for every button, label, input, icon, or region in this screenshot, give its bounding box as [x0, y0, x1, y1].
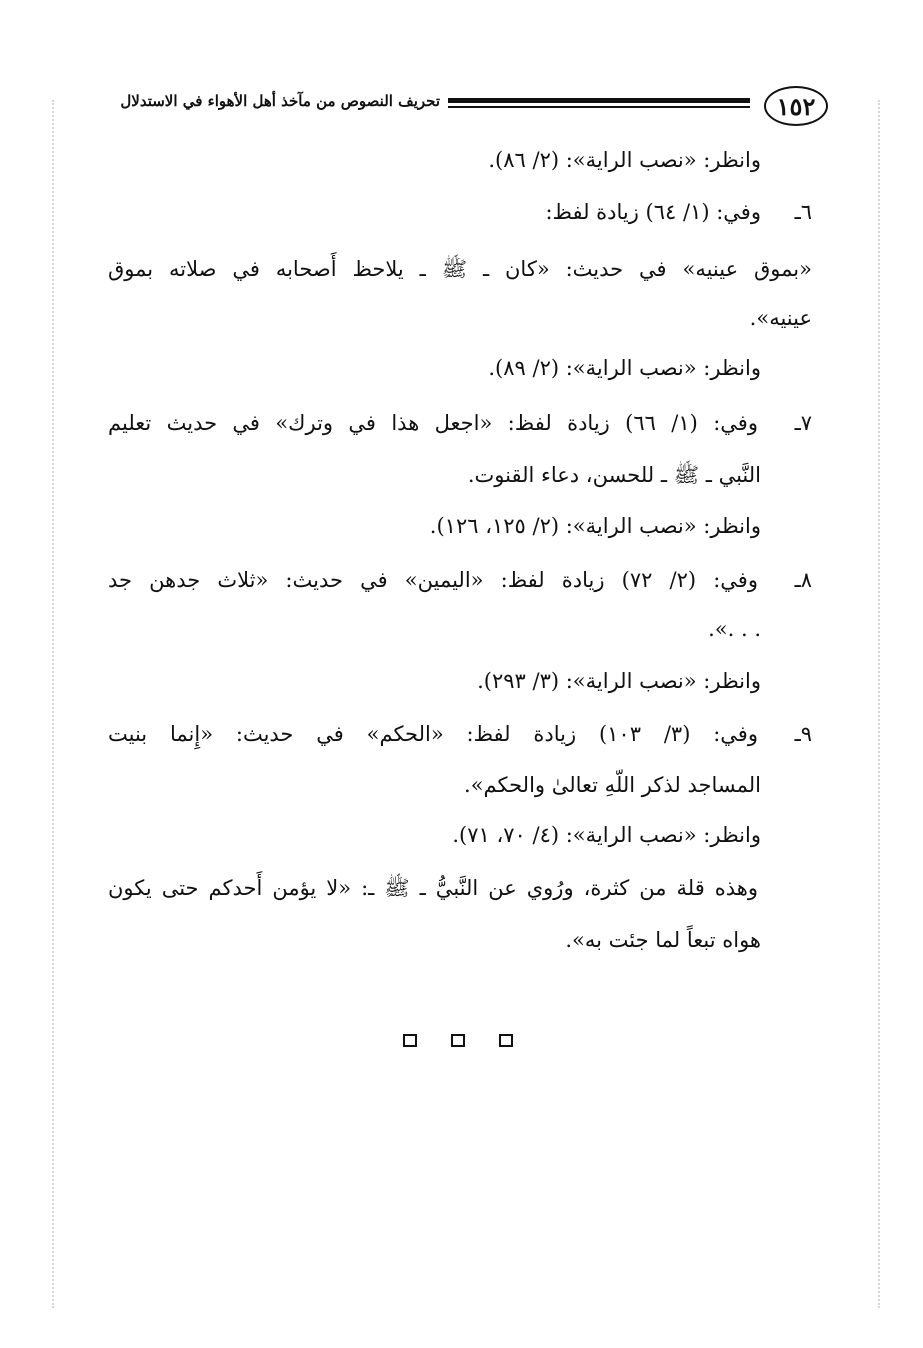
- text-line: وفي: (٣/ ١٠٣) زيادة لفظ: «الحكم» في حديث: «إِنما بنيت: [108, 722, 758, 746]
- item-number: ٩ـ: [794, 722, 812, 746]
- text-line: وانظر: «نصب الراية»: (٤/ ٧٠، ٧١).: [452, 823, 761, 847]
- header-rule-thick: [448, 98, 750, 103]
- text-line: وهذه قلة من كثرة، ورُوي عن النَّبيُّ ـ ﷺ ـ: «لا يؤمن أَحدكم حتى يكون: [108, 876, 758, 900]
- page-header: [100, 80, 828, 130]
- running-title: تحريف النصوص من مآخذ أهل الأهواء في الاستدلال: [120, 92, 440, 110]
- item-number: ٦ـ: [794, 200, 812, 224]
- margin-guide-left: [52, 100, 54, 1308]
- square-ornament: [403, 1034, 417, 1047]
- header-rule-thin: [448, 106, 750, 108]
- section-end-ornament: [403, 1034, 513, 1054]
- header-rule: [448, 98, 750, 111]
- text-line: وانظر: «نصب الراية»: (٣/ ٢٩٣).: [477, 669, 761, 693]
- square-ornament: [451, 1034, 465, 1047]
- text-line: وانظر: «نصب الراية»: (٢/ ٨٩).: [488, 356, 761, 380]
- margin-guide-right: [878, 100, 880, 1308]
- text-line: وانظر: «نصب الراية»: (٢/ ٨٦).: [488, 148, 761, 172]
- text-line: وفي: (٢/ ٧٢) زيادة لفظ: «اليمين» في حديث: «ثلاث جدهن جد: [108, 568, 758, 592]
- text-line: وفي: (١/ ٦٦) زيادة لفظ: «اجعل هذا في وترك» في حديث تعليم: [108, 411, 758, 435]
- square-ornament: [499, 1034, 513, 1047]
- text-line: . . .».: [708, 617, 761, 641]
- text-line: النَّبي ـ ﷺ ـ للحسن، دعاء القنوت.: [467, 463, 761, 487]
- text-line: وانظر: «نصب الراية»: (٢/ ١٢٥، ١٢٦).: [429, 514, 761, 538]
- text-line: وفي: (١/ ٦٤) زيادة لفظ:: [545, 200, 761, 224]
- text-line: «بموق عينيه» في حديث: «كان ـ ﷺ ـ يلاحظ أَصحابه في صلاته بموق: [108, 257, 812, 281]
- item-number: ٨ـ: [794, 568, 812, 592]
- text-line: المساجد لذكر اللّهِ تعالىٰ والحكم».: [464, 773, 761, 797]
- text-line: هواه تبعاً لما جئت به».: [565, 928, 761, 952]
- text-line: عينيه».: [749, 306, 812, 330]
- item-number: ٧ـ: [794, 411, 812, 435]
- page-number: ١٥٢: [764, 86, 828, 126]
